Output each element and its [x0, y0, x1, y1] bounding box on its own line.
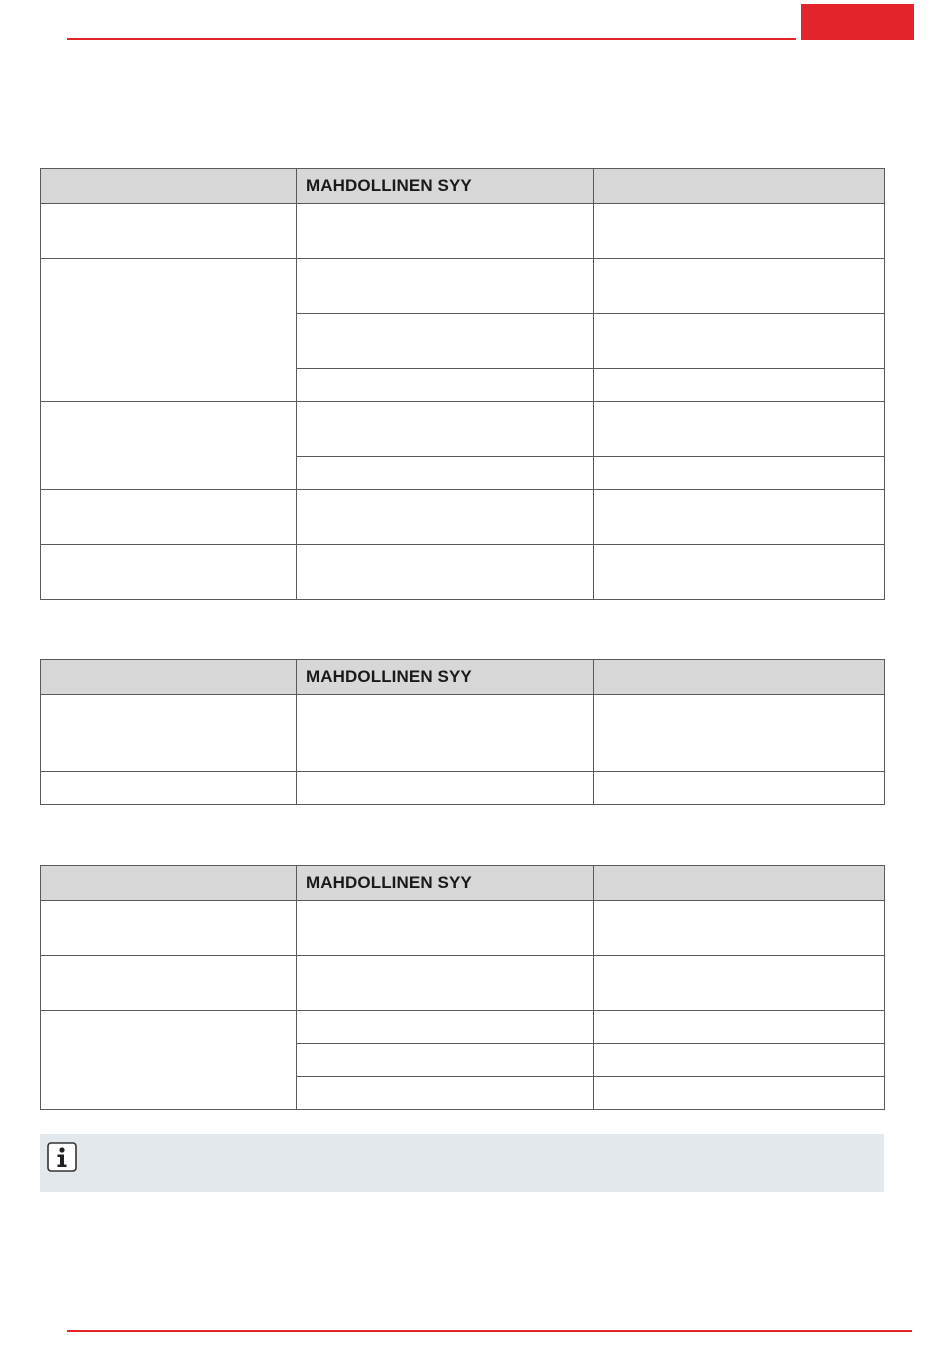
section-tab — [801, 4, 914, 40]
table-row — [41, 901, 885, 956]
remedy-cell — [594, 1077, 885, 1110]
remedy-cell — [594, 772, 885, 805]
header-remedy — [594, 169, 885, 204]
cause-cell — [297, 1011, 594, 1044]
problem-cell — [41, 956, 297, 1011]
remedy-cell — [594, 314, 885, 369]
table-row — [41, 772, 885, 805]
remedy-cell — [594, 369, 885, 402]
cause-cell — [297, 901, 594, 956]
footer-rule — [67, 1330, 912, 1332]
problem-cell — [41, 204, 297, 259]
cause-cell — [297, 490, 594, 545]
problem-cell — [41, 1011, 297, 1110]
problem-cell — [41, 772, 297, 805]
header-problem — [41, 660, 297, 695]
cause-cell — [297, 772, 594, 805]
problem-cell — [41, 695, 297, 772]
cause-cell — [297, 956, 594, 1011]
cause-cell — [297, 204, 594, 259]
table-row — [41, 490, 885, 545]
troubleshooting-table-2 — [40, 659, 885, 805]
header-rule — [67, 38, 796, 40]
table-row — [41, 545, 885, 600]
problem-cell — [41, 901, 297, 956]
header-problem — [41, 169, 297, 204]
cause-cell — [297, 402, 594, 457]
cause-cell — [297, 1077, 594, 1110]
cause-cell — [297, 314, 594, 369]
table-row — [41, 695, 885, 772]
remedy-cell — [594, 457, 885, 490]
remedy-cell — [594, 545, 885, 600]
remedy-cell — [594, 695, 885, 772]
table-row — [41, 1011, 885, 1044]
cause-cell — [297, 457, 594, 490]
header-remedy — [594, 866, 885, 901]
remedy-cell — [594, 956, 885, 1011]
remedy-cell — [594, 402, 885, 457]
troubleshooting-table-1 — [40, 168, 885, 600]
table-row — [41, 402, 885, 457]
remedy-cell — [594, 1044, 885, 1077]
header-problem — [41, 866, 297, 901]
table-row — [41, 956, 885, 1011]
problem-cell — [41, 402, 297, 490]
table-header-row — [41, 169, 885, 204]
table-header-row — [41, 660, 885, 695]
table-header-row — [41, 866, 885, 901]
problem-cell — [41, 259, 297, 402]
problem-cell — [41, 545, 297, 600]
cause-cell — [297, 369, 594, 402]
cause-cell — [297, 695, 594, 772]
info-note — [40, 1134, 884, 1192]
table-row — [41, 204, 885, 259]
info-icon — [47, 1142, 77, 1172]
cause-cell — [297, 1044, 594, 1077]
remedy-cell — [594, 204, 885, 259]
remedy-cell — [594, 1011, 885, 1044]
header-possible-cause: MAHDOLLINEN SYY — [297, 660, 594, 695]
header-possible-cause: MAHDOLLINEN SYY — [297, 866, 594, 901]
header-possible-cause: MAHDOLLINEN SYY — [297, 169, 594, 204]
remedy-cell — [594, 901, 885, 956]
header-remedy — [594, 660, 885, 695]
troubleshooting-table-3 — [40, 865, 885, 1110]
table-row — [41, 259, 885, 314]
remedy-cell — [594, 490, 885, 545]
cause-cell — [297, 259, 594, 314]
cause-cell — [297, 545, 594, 600]
problem-cell — [41, 490, 297, 545]
remedy-cell — [594, 259, 885, 314]
